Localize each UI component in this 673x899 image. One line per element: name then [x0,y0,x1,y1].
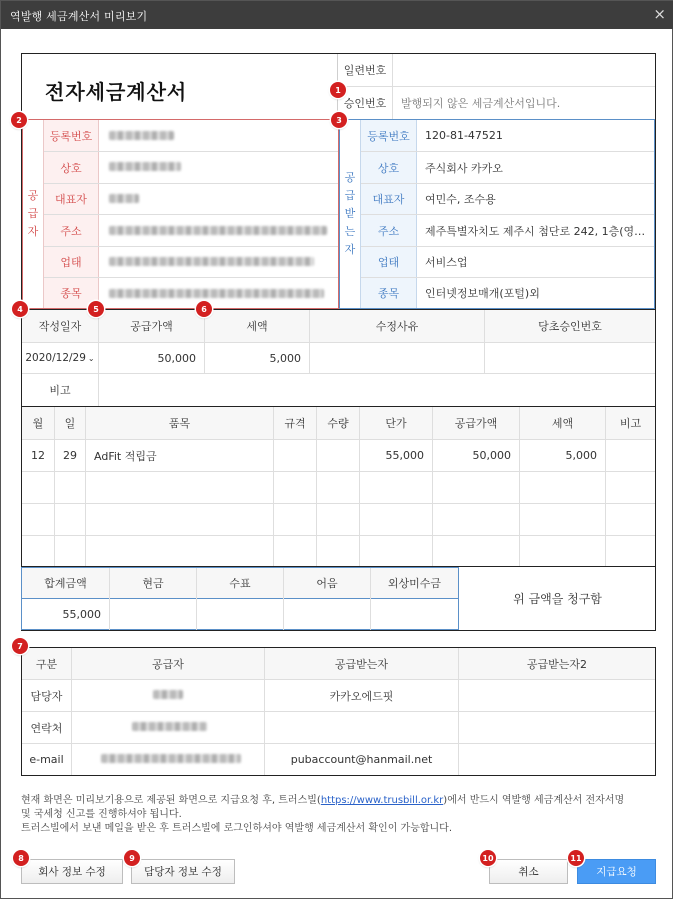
receiver-side-label: 공 급 받 는 자 [344,171,356,256]
receiver-company-value: 주식회사 카카오 [425,161,503,175]
receiver-address-value: 제주특별자치도 제주시 첨단로 242, 1층(영… [425,224,646,238]
email-label: e-mail [29,753,64,766]
date-header: 작성일자 [38,320,82,333]
item-day-header: 일 [64,417,76,430]
annotation-badge-1: 1 [330,82,346,98]
supplier-manager-redacted [153,690,183,699]
receiver-business-item-value: 인터넷정보매개(포털)외 [425,287,540,300]
receiver-reg-number-value: 120-81-47521 [425,129,503,142]
document-title: 전자세금계산서 [45,80,188,104]
receiver-business-type-value: 서비스업 [425,256,468,269]
tax-header: 세액 [246,320,268,333]
note-bill-header: 어음 [316,577,338,590]
notice-text: 현재 화면은 미리보기용으로 제공된 화면으로 지급요청 후, 트러스빌(https://www.trusbill.or.kr)에서 반드시 역발행 세금계산서 전자서명 및 국세청 신고를 진행하셔야 됩니다. 트러스빌에서 보낸 메일을 받은 후 트러스빌에 로그인하셔야 역발행 세금계산서 확인이 가능합니다. [21,795,625,834]
item-tax: 5,000 [565,449,597,462]
original-approval-header: 당초승인번호 [538,320,602,333]
tax-value: 5,000 [269,351,301,365]
item-qty [317,440,359,471]
annotation-badge-9: 9 [124,850,140,866]
date-value: 2020/12/29 [25,352,86,364]
close-icon[interactable]: × [653,5,666,23]
supplier-side-label: 공 급 자 [27,189,39,238]
item-supply-header: 공급가액 [454,417,498,430]
total-amount-value: 55,000 [62,608,101,621]
request-payment-button[interactable]: 지급요청 [577,859,656,884]
title-bar [1,1,673,29]
contact-supplier-header: 공급자 [152,657,184,671]
receiver-manager-value: 카카오에드핏 [329,689,394,703]
contact-category-header: 구분 [35,657,58,671]
memo-label: 비고 [49,384,71,397]
revision-reason-header: 수정사유 [375,320,419,333]
total-amount-header: 합계금액 [44,577,87,590]
item-unit-price: 55,000 [385,449,424,462]
cancel-button[interactable]: 취소 [489,859,568,884]
item-day: 29 [63,449,77,462]
receiver-email-value: pubaccount@hanmail.net [290,753,433,766]
receiver-company-label: 상호 [377,161,400,175]
approval-number-value: 발행되지 않은 세금계산서입니다. [401,97,561,110]
supplier-business-item-label: 종목 [60,287,82,300]
edit-company-button[interactable]: 회사 정보 수정 [21,859,123,884]
supply-amount-header: 공급가액 [130,320,173,333]
item-tax-header: 세액 [551,417,574,430]
item-month-header: 월 [32,417,44,430]
supply-amount-value: 50,000 [157,351,196,365]
supplier-ceo-label: 대표자 [55,193,87,206]
cash-header: 현금 [142,577,164,590]
supplier-ceo-redacted [109,194,139,203]
date-select[interactable] [22,343,98,373]
item-spec [274,440,316,471]
item-note-header: 비고 [619,417,642,430]
item-supply: 50,000 [472,449,511,462]
claim-text: 위 금액을 청구함 [513,592,602,606]
serial-number-value [393,54,655,86]
annotation-badge-7: 7 [12,638,28,654]
phone-label: 연락처 [30,721,63,735]
item-name: AdFit 적립금 [94,449,157,463]
receiver-reg-number-label: 등록번호 [367,129,410,143]
supplier-address-redacted [109,226,327,235]
receiver-address-label: 주소 [377,224,400,238]
supplier-business-type-redacted [109,257,314,266]
receiver-ceo-label: 대표자 [372,193,405,206]
item-month: 12 [31,449,45,462]
item-note [606,440,655,471]
supplier-phone-redacted [132,722,207,731]
invoice-border-right [655,53,656,631]
item-qty-header: 수량 [327,417,349,430]
approval-number-label: 승인번호 [343,97,387,110]
annotation-badge-5: 5 [88,301,104,317]
annotation-badge-8: 8 [13,850,29,866]
trusbill-link[interactable]: https://www.trusbill.or.kr [320,795,444,806]
supplier-company-redacted [109,162,181,171]
annotation-badge-4: 4 [12,301,28,317]
annotation-badge-6: 6 [196,301,212,317]
supplier-address-label: 주소 [60,224,82,238]
item-name-header: 품목 [168,417,191,430]
chevron-down-icon: ⌄ [87,353,95,363]
edit-manager-button[interactable]: 담당자 정보 수정 [131,859,235,884]
annotation-badge-2: 2 [11,112,27,128]
serial-number-label: 일련번호 [343,64,387,77]
item-unit-price-header: 단가 [385,417,407,430]
original-approval-value [485,343,655,373]
memo-value [99,374,655,406]
supplier-reg-number-label: 등록번호 [49,129,93,143]
annotation-badge-10: 10 [480,850,496,866]
window-title: 역발행 세금계산서 미리보기 [10,10,148,23]
supplier-business-type-label: 업태 [60,256,82,269]
contact-receiver2-header: 공급받는자2 [526,657,588,671]
supplier-email-redacted [101,754,241,763]
receiver-business-item-label: 종목 [377,287,400,300]
annotation-badge-3: 3 [331,112,347,128]
supplier-reg-number-redacted [109,131,174,140]
manager-label: 담당자 [30,689,63,703]
check-header: 수표 [229,577,251,590]
receiver-phone-value [265,712,458,743]
item-spec-header: 규격 [284,417,306,430]
receiver-business-type-label: 업태 [377,256,400,269]
contact-receiver-header: 공급받는자 [334,657,389,671]
credit-header: 외상미수금 [387,577,442,590]
revision-reason-value [310,343,484,373]
annotation-badge-11: 11 [568,850,584,866]
supplier-business-item-redacted [109,289,324,298]
receiver-ceo-value: 여민수, 조수용 [425,193,496,206]
supplier-company-label: 상호 [60,161,82,175]
